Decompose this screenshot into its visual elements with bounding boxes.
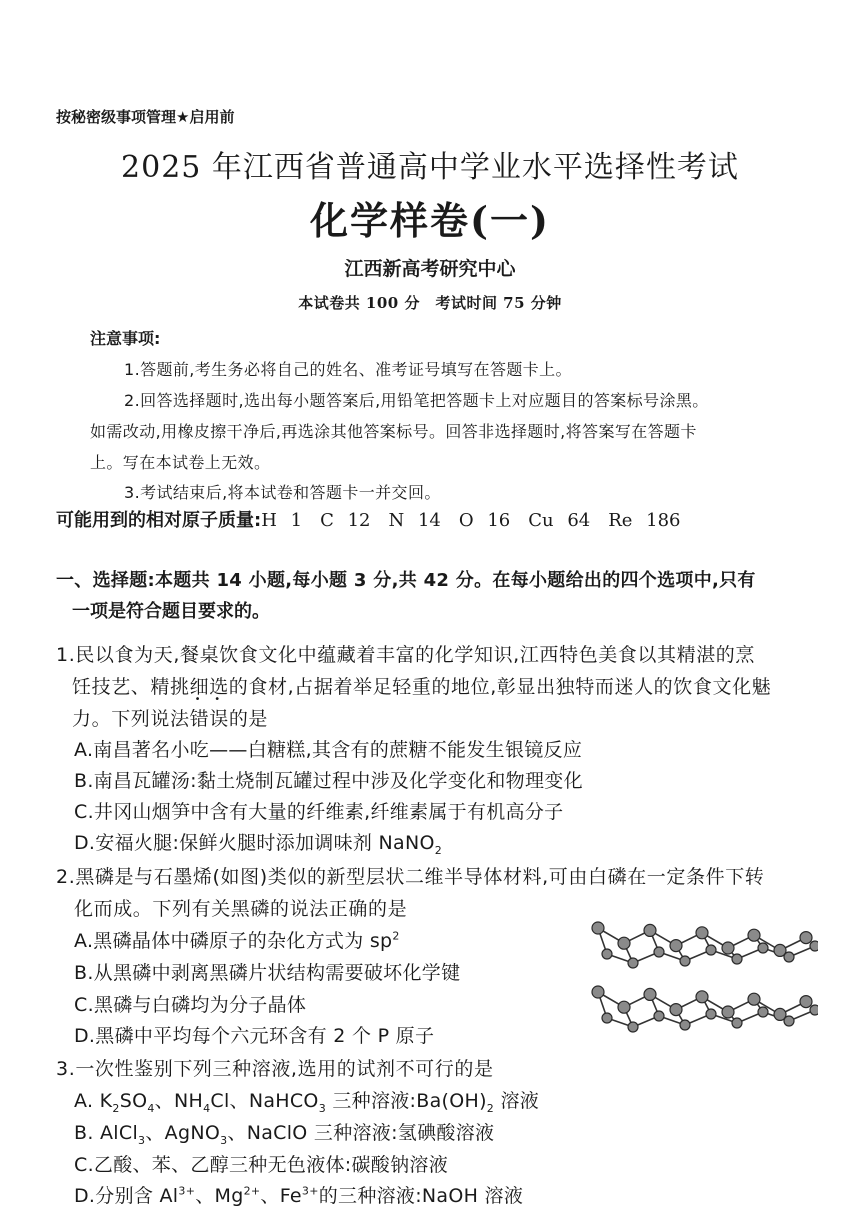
- q1-option-b: B.南昌瓦罐汤:黏土烧制瓦罐过程中涉及化学变化和物理变化: [74, 770, 583, 792]
- q2-option-a: [74, 926, 400, 953]
- q3-option-b: [74, 1118, 494, 1147]
- exam-meta: 本试卷共 100 分 考试时间 75 分钟: [298, 294, 562, 312]
- atom-node: [670, 940, 682, 952]
- subscript: 3: [318, 1101, 326, 1115]
- atom-node: [644, 924, 656, 936]
- q1-stem-line1: 1.民以食为天,餐桌饮食文化中蕴藏着丰富的化学知识,江西特色美食以其精湛的烹: [56, 644, 756, 666]
- q1-stem-line3: [72, 704, 268, 731]
- text: 、AgNO: [145, 1122, 221, 1144]
- notice-heading: 注意事项:: [90, 329, 161, 348]
- atom-node: [680, 956, 690, 966]
- q2-stem-line1: 2.黑磷是与石墨烯(如图)类似的新型层状二维半导体材料,可由白磷在一定条件下转: [56, 866, 765, 888]
- atomic-mass-line: [56, 506, 681, 532]
- subject-title: 化学样卷(一): [310, 198, 550, 243]
- atom-node: [800, 932, 812, 944]
- text: Cl、NaHCO: [210, 1090, 319, 1112]
- atom-node: [644, 988, 656, 1000]
- atomic-mass-values: H 1 C 12 N 14 O 16 Cu 64 Re 186: [261, 510, 681, 531]
- superscript: 3+: [178, 1184, 196, 1198]
- atom-node: [618, 937, 630, 949]
- q1-option-c: C.井冈山烟笋中含有大量的纤维素,纤维素属于有机高分子: [74, 801, 564, 823]
- layer-1: [592, 922, 818, 968]
- text: 、Mg: [195, 1185, 244, 1207]
- notice-item-2-end: 上。写在本试卷上无效。: [90, 453, 271, 472]
- atom-node: [722, 1006, 734, 1018]
- atom-node: [706, 1009, 716, 1019]
- atom-node: [592, 922, 604, 934]
- superscript: 3+: [301, 1184, 319, 1198]
- atom-node: [800, 996, 812, 1008]
- text: 的三种溶液:NaOH 溶液: [318, 1185, 524, 1207]
- atom-node: [732, 954, 742, 964]
- q2-option-a-text: A.黑磷晶体中磷原子的杂化方式为 sp: [74, 930, 393, 952]
- atom-node: [618, 1001, 630, 1013]
- exam-title: 2025 年江西省普通高中学业水平选择性考试: [121, 150, 739, 185]
- q3-option-d: [74, 1181, 523, 1208]
- confidential-notice: 按秘密级事项管理★启用前: [56, 108, 235, 126]
- atom-node: [706, 945, 716, 955]
- notice-item-2-cont: 如需改动,用橡皮擦干净后,再选涂其他答案标号。回答非选择题时,将答案写在答题卡: [90, 422, 697, 441]
- atom-node: [654, 947, 664, 957]
- atom-node: [654, 1011, 664, 1021]
- emphasis-char: 误: [209, 708, 229, 730]
- q1-option-d: [74, 828, 442, 857]
- layer-structure-figure: [586, 920, 818, 1046]
- atom-node: [748, 993, 760, 1005]
- atom-node: [628, 1022, 638, 1032]
- emphasis-char: 错: [189, 708, 210, 730]
- notice-item-3: 3.考试结束后,将本试卷和答题卡一并交回。: [124, 483, 441, 502]
- q1-option-a: A.南昌著名小吃——白糖糕,其含有的蔗糖不能发生银镜反应: [74, 739, 583, 761]
- atom-node: [810, 941, 818, 951]
- section-heading: 一、选择题:本题共 14 小题,每小题 3 分,共 42 分。在每小题给出的四个选项中,只有: [56, 570, 756, 591]
- atom-node: [722, 942, 734, 954]
- atom-node: [784, 1016, 794, 1026]
- text: D.分别含 Al: [74, 1185, 179, 1207]
- subscript: 2: [112, 1101, 120, 1115]
- q2-option-c: C.黑磷与白磷均为分子晶体: [74, 994, 307, 1016]
- atom-node: [748, 929, 760, 941]
- q3-stem: 3.一次性鉴别下列三种溶液,选用的试剂不可行的是: [56, 1058, 494, 1080]
- atom-node: [680, 1020, 690, 1030]
- superscript: 2: [392, 929, 400, 943]
- text: 、NH: [154, 1090, 204, 1112]
- q1-stem-post: 的是: [228, 708, 269, 730]
- q2-stem-line2: 化而成。下列有关黑磷的说法正确的是: [74, 898, 408, 920]
- text: B. AlCl: [74, 1122, 139, 1144]
- atom-node: [628, 958, 638, 968]
- q2-option-d: D.黑磷中平均每个六元环含有 2 个 P 原子: [74, 1025, 435, 1047]
- atom-node: [696, 927, 708, 939]
- subscript: 4: [203, 1101, 211, 1115]
- q3-option-a: [74, 1086, 539, 1115]
- atom-node: [696, 991, 708, 1003]
- subscript: 3: [138, 1133, 146, 1147]
- text: A. K: [74, 1090, 113, 1112]
- subscript: 3: [220, 1133, 228, 1147]
- q2-option-b: B.从黑磷中剥离黑磷片状结构需要破坏化学键: [74, 962, 461, 984]
- q3-option-c: C.乙酸、苯、乙醇三种无色液体:碳酸钠溶液: [74, 1154, 449, 1176]
- atom-node: [592, 986, 604, 998]
- atom-node: [758, 1007, 768, 1017]
- notice-item-2: 2.回答选择题时,选出每小题答案后,用铅笔把答题卡上对应题目的答案标号涂黑。: [124, 391, 709, 410]
- atom-node: [602, 949, 612, 959]
- atom-node: [732, 1018, 742, 1028]
- section-heading-cont: 一项是符合题目要求的。: [72, 601, 270, 622]
- atom-node: [784, 952, 794, 962]
- atomic-mass-label: 可能用到的相对原子质量:: [56, 510, 262, 531]
- text: 溶液: [494, 1090, 540, 1112]
- organization: 江西新高考研究中心: [344, 258, 516, 280]
- q1-option-d-text: D.安福火腿:保鲜火腿时添加调味剂 NaNO: [74, 832, 435, 854]
- superscript: 2+: [243, 1184, 261, 1198]
- q1-stem-pre: 力。下列说法: [72, 708, 190, 730]
- atom-node: [670, 1004, 682, 1016]
- atom-node: [602, 1013, 612, 1023]
- text: 、Fe: [260, 1185, 302, 1207]
- text: 、NaClO 三种溶液:氢碘酸溶液: [227, 1122, 495, 1144]
- atom-node: [758, 943, 768, 953]
- text: SO: [119, 1090, 148, 1112]
- q1-stem-line2: 饪技艺、精挑细选的食材,占据着举足轻重的地位,彰显出独特而迷人的饮食文化魅: [72, 676, 772, 698]
- layer-2: [592, 986, 818, 1032]
- atom-node: [810, 1005, 818, 1015]
- text: 三种溶液:Ba(OH): [326, 1090, 487, 1112]
- subscript: 2: [486, 1101, 495, 1115]
- notice-item-1: 1.答题前,考生务必将自己的姓名、准考证号填写在答题卡上。: [124, 360, 572, 379]
- subscript: 4: [147, 1101, 155, 1115]
- subscript: 2: [434, 843, 443, 857]
